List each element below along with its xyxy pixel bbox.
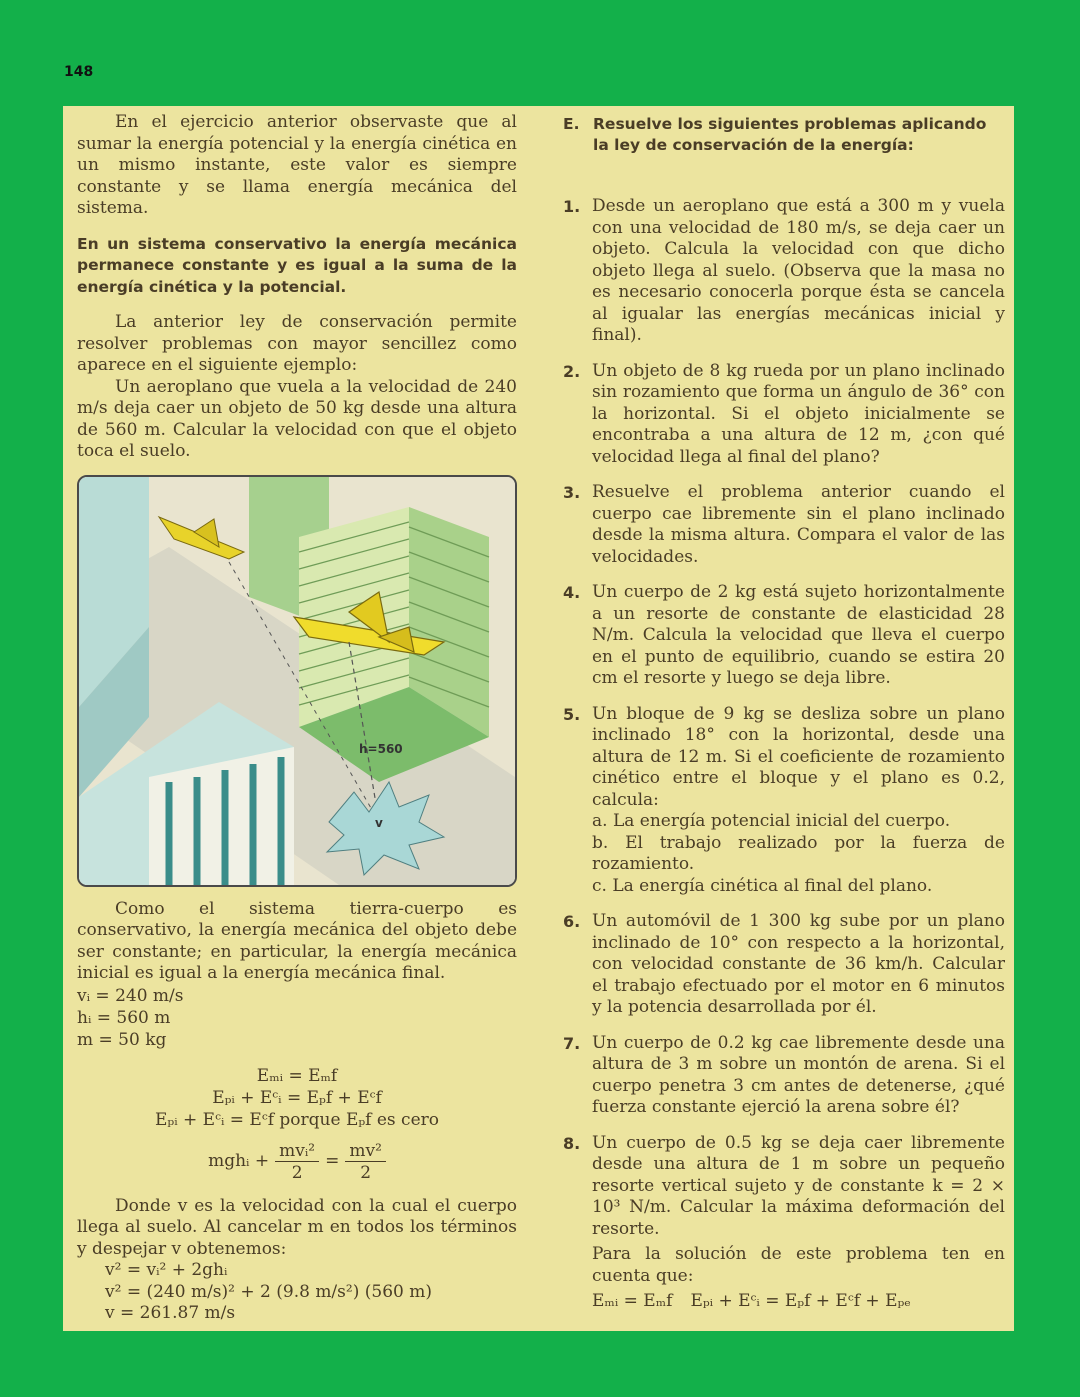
hint-equation-2: Eₚᵢ + Eᶜᵢ = Eₚf + Eᶜf + Eₚₑ <box>690 1291 911 1311</box>
problem-number: 1. <box>563 197 581 216</box>
hint-equations <box>592 1291 1005 1313</box>
left-column <box>77 112 517 1325</box>
problem-number: 8. <box>563 1133 581 1153</box>
equation-4 <box>77 1141 517 1184</box>
step-result: v = 261.87 m/s <box>105 1303 236 1323</box>
problem-item <box>563 704 1005 898</box>
solution-steps <box>77 1260 517 1325</box>
problem-text: Un cuerpo de 0.2 kg cae libremente desde una altura de 3 m sobre un montón de arena. Si el cuerpo penetra 3 cm antes de detenerse, ¿qué fuerza constante ejerció la arena sobre él? <box>592 1032 1005 1117</box>
problem-text <box>592 704 1005 898</box>
subquestion-b: b. El trabajo realizado por la fuerza de rozamiento. <box>592 832 1005 874</box>
subquestion-c: c. La energía cinética al final del plano. <box>592 875 933 896</box>
problem-text: Un objeto de 8 kg rueda por un plano inclinado sin rozamiento que forma un ángulo de 36° con la horizontal. Si el objeto inicialmente se encontraba a una altura de 12 m, ¿con qué velocidad llega al final del plano? <box>592 360 1005 467</box>
problem-number: 5. <box>563 704 581 724</box>
given-height: hᵢ = 560 m <box>77 1007 171 1028</box>
example-statement: Un aeroplano que vuela a la velocidad de 240 m/s deja caer un objeto de 50 kg desde una altura de 560 m. Calcular la velocidad con que el objeto toca el suelo. <box>77 376 517 461</box>
problem-number: 2. <box>563 361 581 381</box>
problem-statement: Un bloque de 9 kg se desliza sobre un plano inclinado 18° con la horizontal, desde una altura de 12 m. Si el coeficiente de rozamiento cinético entre el bloque y el plano es 0.2, calcula: <box>592 703 1005 810</box>
problem-text: Desde un aeroplano que está a 300 m y vuela con una velocidad de 180 m/s, se deja caer un objeto. Calcula la velocidad con que dicho objeto llega al suelo. (Observa que la masa no es necesario conocerla porque ésta se cancela al igualar las energías mecánicas inicial y final). <box>592 196 1005 345</box>
given-mass: m = 50 kg <box>77 1029 167 1050</box>
book-page <box>63 106 1014 1331</box>
problem-number: 3. <box>563 483 581 502</box>
problem-text: Un cuerpo de 0.5 kg se deja caer libremente desde una altura de 1 m sobre un pequeño resorte vertical sujeto y de constante k = 2 × 10³ N/m. Calcular la máxima deformación del resorte. <box>592 1132 1005 1239</box>
problem-text: Un automóvil de 1 300 kg sube por un plano inclinado de 10° con respecto a la horizontal, con velocidad constante de 36 km/h. Calcular el trabajo efectuado por el motor en 6 minutos y la potencia desarrollada por él. <box>592 911 1005 1017</box>
problem-item <box>563 482 1005 568</box>
problem-item <box>563 1033 1005 1119</box>
given-velocity: vᵢ = 240 m/s <box>77 985 184 1006</box>
airplane-drop-drawing <box>79 477 515 885</box>
fraction-initial-kinetic <box>275 1141 319 1184</box>
given-values <box>77 985 517 1051</box>
problem-number: 6. <box>563 912 581 931</box>
height-label: h=560 <box>359 741 403 756</box>
solution-explanation: Donde v es la velocidad con la cual el cuerpo llega al suelo. Al cancelar m en todos los términos y despejar v obtenemos: <box>77 1195 517 1259</box>
velocity-label: v <box>375 815 383 830</box>
fraction-denominator: 2 <box>291 1162 303 1183</box>
right-column <box>563 114 1005 1313</box>
page-number: 148 <box>64 64 94 80</box>
equation-3: Eₚᵢ + Eᶜᵢ = Eᶜf porque Eₚf es cero <box>154 1109 439 1130</box>
equation-4-lhs: mghᵢ + <box>208 1151 270 1172</box>
solution-hint: Para la solución de este problema ten en cuenta que: <box>592 1244 1005 1286</box>
example-intro: La anterior ley de conservación permite resolver problemas con mayor sencillez como aparece en el siguiente ejemplo: <box>77 312 517 375</box>
problem-item <box>563 361 1005 469</box>
problem-text: Resuelve el problema anterior cuando el cuerpo cae libremente sin el plano inclinado desde la misma altura. Compara el valor de las velocidades. <box>592 482 1005 567</box>
section-title: Resuelve los siguientes problemas aplicando la ley de conservación de la energía: <box>593 115 987 154</box>
problem-item <box>563 582 1005 690</box>
problem-item <box>563 196 1005 347</box>
section-heading <box>563 114 1005 156</box>
intro-paragraph: En el ejercicio anterior observaste que al sumar la energía potencial y la energía cinética en un mismo instante, este valor es siempre constante y se llama energía mecánica del sistema. <box>77 112 517 218</box>
fraction-denominator: 2 <box>360 1162 372 1183</box>
subquestion-a: a. La energía potencial inicial del cuerpo. <box>592 811 951 831</box>
equals-sign: = <box>325 1151 340 1172</box>
conservation-argument: Como el sistema tierra-cuerpo es conservativo, la energía mecánica del objeto debe ser constante; en particular, la energía mecánica inicial es igual a la energía mecánica final. <box>77 898 517 983</box>
airplane-illustration <box>77 475 517 887</box>
fraction-numerator: mvᵢ² <box>275 1141 319 1162</box>
fraction-numerator: mv² <box>345 1141 386 1162</box>
hint-equation-1: Eₘᵢ = Eₘf <box>592 1291 673 1311</box>
conservation-principle: En un sistema conservativo la energía mecánica permanece constante y es igual a la suma de la energía cinética y la potencial. <box>77 234 517 296</box>
step-formula: v² = vᵢ² + 2ghᵢ <box>105 1260 228 1280</box>
problem-number: 7. <box>563 1033 581 1053</box>
equation-1: Eₘᵢ = Eₘf <box>256 1065 338 1086</box>
section-letter: E. <box>563 115 580 133</box>
problem-text: Un cuerpo de 2 kg está sujeto horizontalmente a un resorte de constante de elasticidad 28 N/m. Calcula la velocidad que lleva el cuerpo en el punto de equilibrio, cuando se estira 20 cm el resorte y luego se deja libre. <box>592 582 1005 688</box>
problem-item <box>563 1133 1005 1241</box>
equation-2: Eₚᵢ + Eᶜᵢ = Eₚf + Eᶜf <box>212 1087 382 1108</box>
step-substitution: v² = (240 m/s)² + 2 (9.8 m/s²) (560 m) <box>105 1281 432 1302</box>
fraction-final-kinetic <box>345 1141 386 1184</box>
problem-item <box>563 911 1005 1019</box>
problem-number: 4. <box>563 583 581 602</box>
